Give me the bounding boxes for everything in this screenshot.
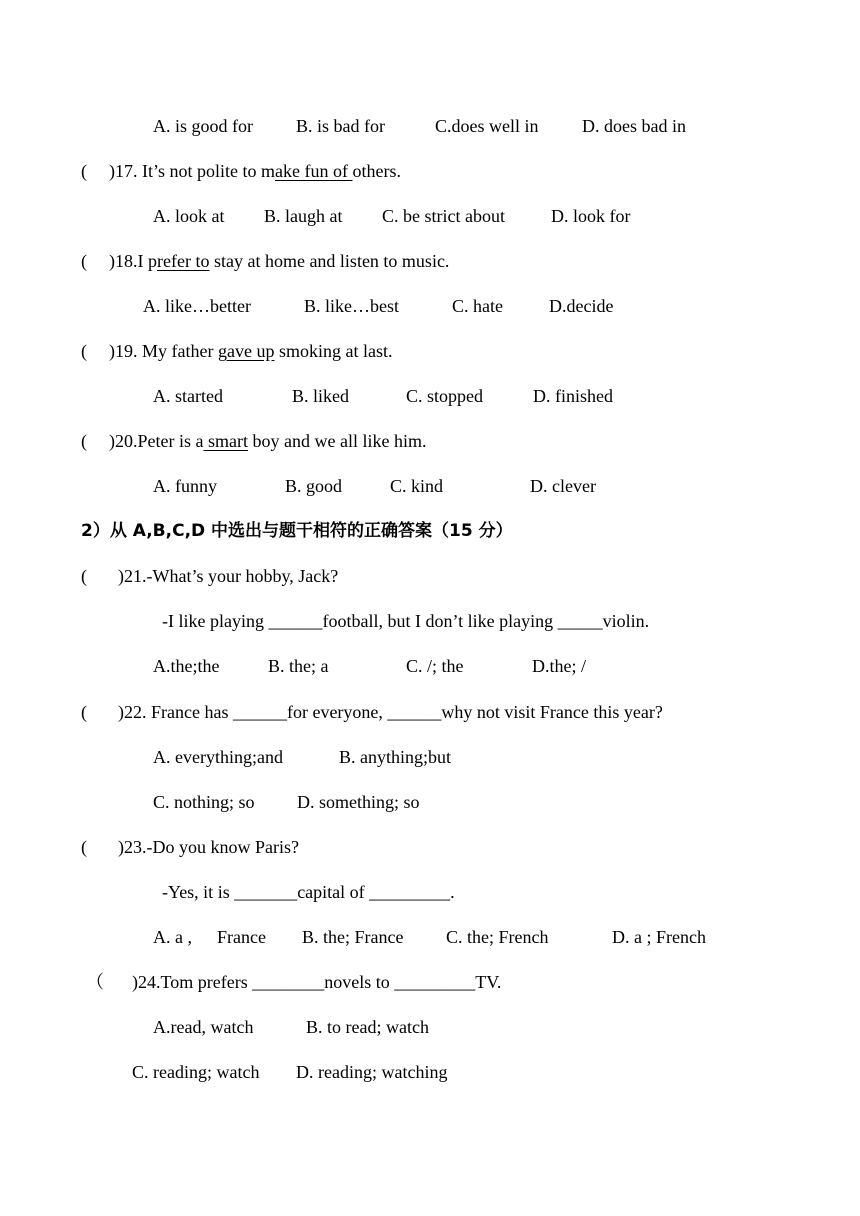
q17-underlined: ake fun of <box>275 161 353 181</box>
q21-option-a: A.the;the <box>153 656 220 676</box>
q24-paren: （ <box>86 972 104 992</box>
q21-line2: -I like playing ______football, but I don’t like playing _____violin. <box>162 611 650 631</box>
q20-stem: )20.Peter is a smart boy and we all like him. <box>109 431 427 451</box>
q24-option-d: D. reading; watching <box>296 1062 448 1082</box>
q23-stem: )23.-Do you know Paris? <box>118 837 299 857</box>
q24-option-c: C. reading; watch <box>132 1062 260 1082</box>
q17-option-c: C. be strict about <box>382 206 505 226</box>
q19-stem: )19. My father gave up smoking at last. <box>109 341 393 361</box>
section-heading: 2）从 A,B,C,D 中选出与题干相符的正确答案（15 分） <box>81 521 513 541</box>
q18-stem: )18.I prefer to stay at home and listen to music. <box>109 251 450 271</box>
q18-option-c: C. hate <box>452 296 503 316</box>
q19-paren: ( <box>81 341 87 361</box>
q22-option-a: A. everything;and <box>153 747 283 767</box>
q23-option-a-cont: France <box>217 927 266 947</box>
q24-option-a: A.read, watch <box>153 1017 254 1037</box>
q18-option-a: A. like…better <box>143 296 251 316</box>
q22-paren: ( <box>81 702 87 722</box>
q16-option-a: A. is good for <box>153 116 253 136</box>
q21-option-b: B. the; a <box>268 656 329 676</box>
q16-option-b: B. is bad for <box>296 116 385 136</box>
q17-stem: )17. It’s not polite to make fun of others. <box>109 161 401 181</box>
q16-option-d: D. does bad in <box>582 116 686 136</box>
q18-option-d: D.decide <box>549 296 614 316</box>
q20-underlined: smart <box>203 431 248 451</box>
q18-option-b: B. like…best <box>304 296 399 316</box>
q23-option-a: A. a , <box>153 927 192 947</box>
q21-option-c: C. /; the <box>406 656 464 676</box>
q20-option-a: A. funny <box>153 476 217 496</box>
q19-underlined: gave up <box>217 341 275 361</box>
q23-option-d: D. a ; French <box>612 927 706 947</box>
q20-option-b: B. good <box>285 476 343 496</box>
q22-stem: )22. France has ______for everyone, ______why not visit France this year? <box>118 702 663 722</box>
q22-option-c: C. nothing; so <box>153 792 255 812</box>
q19-option-b: B. liked <box>292 386 349 406</box>
q23-option-c: C. the; French <box>446 927 549 947</box>
q20-paren: ( <box>81 431 87 451</box>
q16-option-c: C.does well in <box>435 116 539 136</box>
q17-paren: ( <box>81 161 87 181</box>
q20-option-c: C. kind <box>390 476 444 496</box>
q23-line2: -Yes, it is _______capital of _________. <box>162 882 455 902</box>
q17-option-a: A. look at <box>153 206 225 226</box>
q17-option-d: D. look for <box>551 206 631 226</box>
q22-option-b: B. anything;but <box>339 747 451 767</box>
q21-paren: ( <box>81 566 87 586</box>
q18-underlined: refer to <box>157 251 210 271</box>
q24-option-b: B. to read; watch <box>306 1017 429 1037</box>
q22-option-d: D. something; so <box>297 792 420 812</box>
q23-option-b: B. the; France <box>302 927 404 947</box>
q18-paren: ( <box>81 251 87 271</box>
q19-option-c: C. stopped <box>406 386 484 406</box>
q19-option-d: D. finished <box>533 386 613 406</box>
q21-stem: )21.-What’s your hobby, Jack? <box>118 566 339 586</box>
q19-option-a: A. started <box>153 386 223 406</box>
q23-paren: ( <box>81 837 87 857</box>
q24-stem: )24.Tom prefers ________novels to _________TV. <box>132 972 502 992</box>
q17-option-b: B. laugh at <box>264 206 343 226</box>
q20-option-d: D. clever <box>530 476 596 496</box>
q21-option-d: D.the; / <box>532 656 586 676</box>
